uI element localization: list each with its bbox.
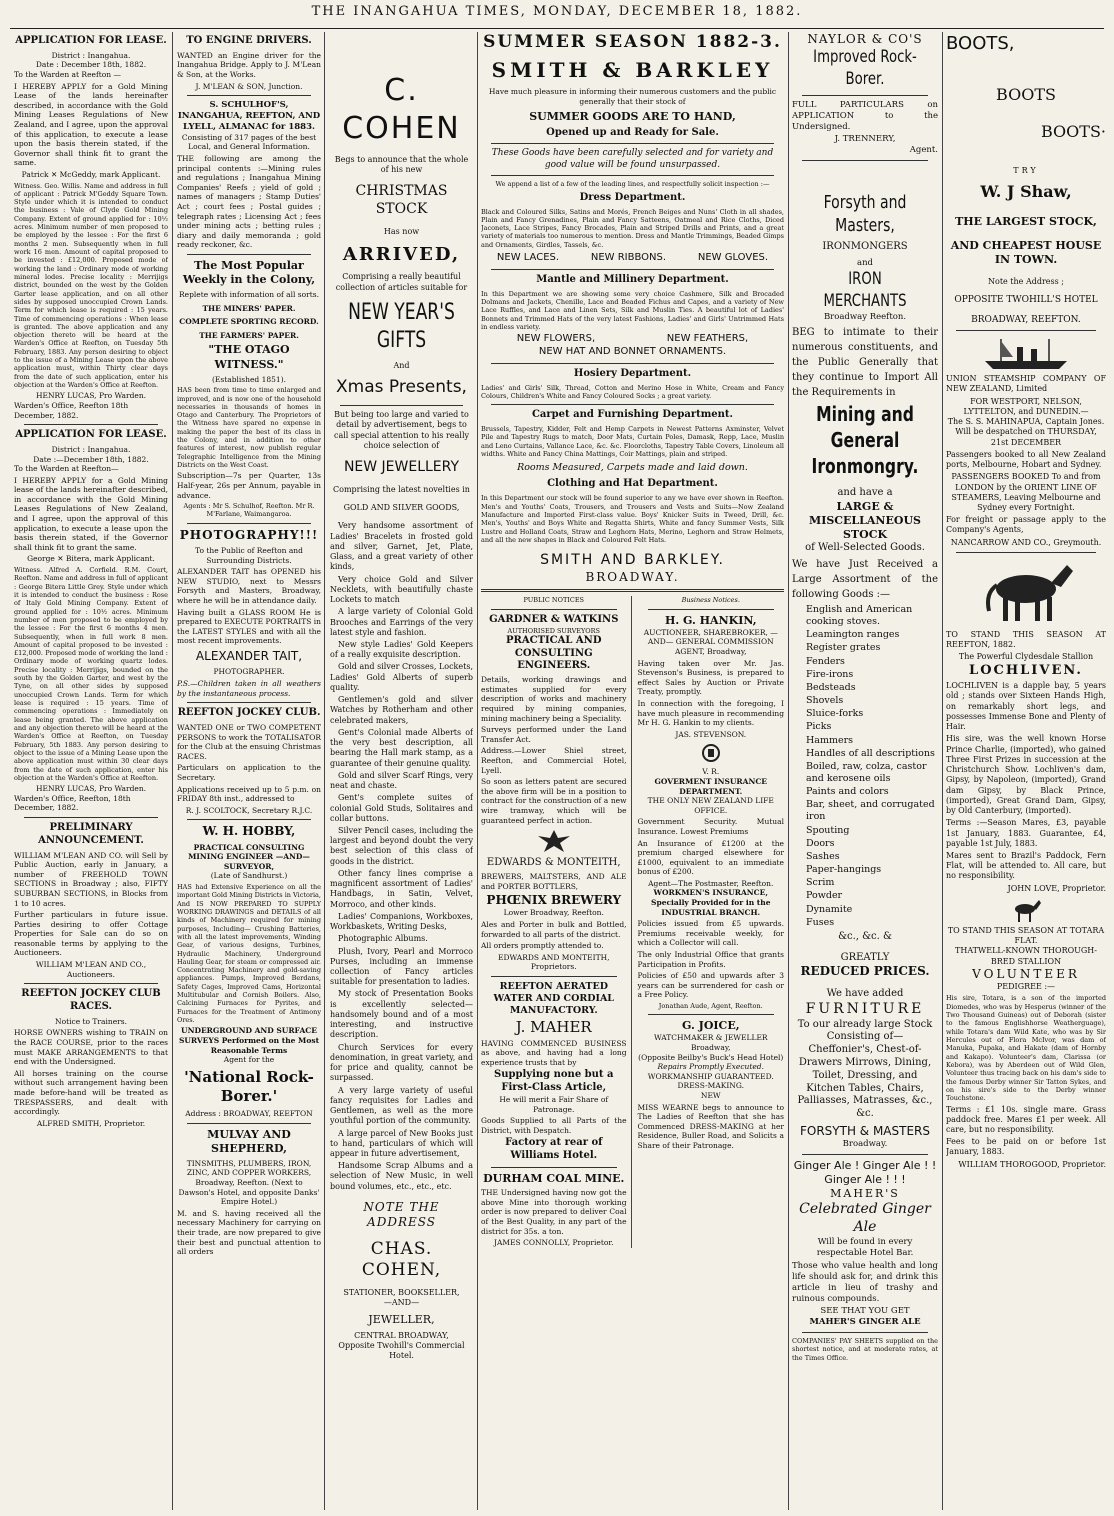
maher-ginger-ale: MAHER'S GINGER ALE [809,1317,921,1328]
ginger-found: Will be found in every respectable Hotel Bar. [816,1237,914,1259]
lease-2-office: Warden's Office, Reefton, 18th December, 1882. [14,793,131,813]
workmen-insurance: WORKMEN'S INSURANCE, Specially Provided for in the INDUSTRIAL BRANCH. [651,888,771,917]
jeweller: JEWELLER, [368,1312,435,1326]
fm-beg: BEG to intimate to their numerous constituents, and the Public Generally that they continue to Import All the Requirements in [792,327,938,399]
volunteer-title: VOLUNTEER [972,966,1080,981]
greatly: GREATLY [840,951,890,963]
furniture-items: Cheffonier's, Chest-of-Drawers Mirrows, Dining, Toilet, Dressing, and Kitchen Tables, Chairs, Palliasses, Matrasses, &c., &c. [797,1044,933,1120]
public-notices: PUBLIC NOTICES [523,596,585,605]
see-that: SEE THAT YOU GET [820,1306,910,1317]
em-signature: EDWARDS AND MONTEITH, Proprietors. [497,952,610,972]
steamship-icon [981,335,1071,371]
goods-item: Doors [806,837,835,849]
hobby-borer: 'National Rock-Borer.' [184,1067,314,1105]
goods-item: Powder [806,890,843,902]
lease-2-warden: HENRY LUCAS, Pro Warden. [35,784,147,794]
gov-body: An Insurance of £1200 at the premium charged elsewhere for £1000, equivalent to an immediate bonus of £200. [637,838,784,877]
gw-name: GARDNER & WATKINS [489,613,619,625]
hobby-late: (Late of Sandhurst.) [210,871,288,881]
cohen-item: Very choice Gold and Silver Necklets, with beautifully chaste Lockets to match [330,574,473,605]
xmas-stock: CHRISTMAS STOCK [355,183,448,218]
gw-address: Address.—Lower Shiel street, Reefton, and Commercial Hotel, Lyell. [481,746,627,775]
lease-1-warden: HENRY LUCAS, Pro Warden. [35,391,147,401]
gw-body: Details, working drawings and estimates supplied for every description of works and machinery required by mining companies, mining machinery being a Speciality. [481,675,627,723]
hankin-more: In connection with the foregoing, I have much pleasure in recommending Mr H. G. Hankin to my clients. [637,698,784,728]
gw-auth: AUTHORISED SURVEYORS [507,626,600,635]
loch-terms: Terms :—Season Mares, £3, payable 1st January, 1883. Guarantee, £4, payable 1st July, 1883. [946,818,1106,848]
column-rule [942,32,943,1510]
iron-merchants: IRON MERCHANTS [823,268,907,311]
sb-intro: Have much pleasure in informing their numerous customers and the public generally that their stock of [488,87,777,106]
jockey-more: All horses training on the course without such arrangement having been made before-hand will be treated as TRESPASSERS, and dealt with accordingly. [14,1068,168,1117]
mining-ironmongry: Mining and General Ironmongry. [811,402,919,478]
workmen-signature: Jonathan Aude, Agent, Reefton. [658,1002,763,1010]
try: TRY [1013,165,1039,175]
rooms-measured: Rooms Measured, Carpets made and laid down. [517,462,748,474]
small-horse-icon [1009,897,1043,923]
fm-and: and [857,258,873,269]
cohen-item: Other fancy lines comprise a magnificent assortment of Ladies' Handbags, in Satin, Velvet, Morroco, and other kinds. [330,868,473,909]
lease-1-date: Date : December 18th, 1882. [35,60,147,70]
goods-list [792,604,938,929]
pay-sheets: COMPANIES' PAY SHEETS supplied on the shortest notice, and at moderate rates, at the Times Office. [792,1337,938,1362]
naylor-title: NAYLOR & CO'S [807,32,923,46]
goods-item: Leamington ranges [806,629,900,641]
goods-item: Spouting [806,824,850,836]
goods-item: Dynamite [806,903,853,915]
workmen-only: The only Industrial Office that grants Participation in Profits. [637,950,784,969]
naylor-agent: Agent. [909,145,938,156]
goods-item: Hammers [806,734,854,746]
gw-contract: So soon as letters patent are secured the above firm will be in a position to contract for the construction of a new wire tramway, which will be guaranteed perfect in action. [481,777,627,825]
column-3 [330,32,473,1510]
central-broadway: CENTRAL BROADWAY, [354,1330,449,1340]
new-gloves: NEW GLOVES. [697,252,769,264]
cohen-item: A very large variety of useful fancy requisites for Ladies and Gentlemen, as well as the more youthful portion of the community. [330,1085,473,1126]
sb-tagline: These Goods have been carefully selected and for variety and good value will be found unsurpassed. [491,148,774,170]
miners-paper: THE MINERS' PAPER. [202,303,296,313]
mulvay-more: M. and S. having received all the necessary Machinery for carrying on their trade, are now prepared to give their best and punctual attention to all orders [177,1208,321,1257]
jockey-notice: Notice to Trainers. [55,1016,127,1026]
gov-agent: Agent—The Postmaster, Reefton. [648,878,774,888]
witness-sub: Subscription—7s per Quarter, 13s Half-year, 26s per Annum, payable in advance. [177,471,321,500]
clothing-body: In this Department our stock will be found superior to any we have ever shown in Reefton. Men's and Youths' Coats, Trousers, and Trousers and Vests and Suits—Now Zealand Manufacture and Imported First-class value. Boys' Knicker Suits in Tweed, Drill, &c. Men's, Youths' and Boys White and Regatta Shirts, White and fancy Summer Vests, Silk Lustre and Holland Coats, Straw and Leghorn Hats, Merino, Leghorn and Straw Helmets, and all the new shapes in Black and Coloured Felt Hats. [481,494,784,544]
hosiery-body: Ladies' and Girls' Silk, Thread, Cotton and Merino Hose in White, Cream and Fancy Colours, Children's White and Fancy Coloured Socks ; a great variety. [481,383,784,400]
hankin-role: AUCTIONEER, SHAREBROKER, —AND— GENERAL COMMISSION AGENT, Broadway, [643,627,778,656]
new-years-gifts: NEW YEAR'S GIFTS [348,299,455,353]
union-freight: For freight or passage apply to the Company's Agents, [946,515,1106,535]
goods-item: Fire-irons [806,668,854,680]
xmas-presents: Xmas Presents, [336,377,467,398]
dressmaking-title: DRESS-MAKING. [677,1081,744,1091]
mantle-dept: Mantle and Millinery Department. [536,273,729,285]
chas-cohen: CHAS. COHEN, [361,1238,442,1281]
almanac-title: S. SCHULHOF'S, INANGAHUA, REEFTON, AND LYELL, ALMANAC for 1883. [177,100,321,132]
column-rule [477,32,478,1510]
cohen-name: C. COHEN [342,73,461,147]
just-received: We have Just Received a Large Assortment of the following Goods :— [792,558,938,600]
goods-item: Fuses [806,916,835,928]
cohen-item: My stock of Presentation Books is excellently selected—handsomely bound and of a most interesting, and instructive description. [330,989,473,1040]
cohen-item: Handsome Scrap Albums and a selection of New Music, in well bound volumes, etc., etc., etc. [330,1161,473,1191]
photo-title: PHOTOGRAPHY!!! [179,527,319,542]
maher-supply: Supplying none but a First-Class Article, [493,1069,614,1094]
column-rule [324,32,325,1510]
maher-name: J. MAHER [515,1017,592,1036]
joice-guarantee: WORKMANSHIP GUARANTEED. [647,1071,774,1081]
drivers-title: TO ENGINE DRIVERS. [186,35,312,46]
horse-icon [971,557,1081,627]
sb-append: We append a list of a few of the leading lines, and respectfully solicit inspection :— [495,180,770,189]
goods-item: Bar, sheet, and corrugated iron [806,799,935,823]
joice-role: WATCHMAKER & JEWELLER Broadway, [653,1033,768,1052]
lease-2-date: Date :—December 18th, 1882. [33,454,149,464]
ginger-ale-header: Ginger Ale ! Ginger Ale ! ! Ginger Ale ! ! ! [793,1159,937,1187]
column-1 [14,32,168,1510]
rjc-title: REEFTON JOCKEY CLUB. [177,707,321,719]
new-label: NEW [700,1090,721,1100]
goods-item: Sluice-forks [806,708,864,720]
shaw-broadway: BROADWAY, REEFTON. [971,314,1081,325]
vr-mark: V. R. [702,767,720,777]
lease-2-body: I HEREBY APPLY for a Gold Mining lease of the lands hereinafter described, in accordance with the Gold Mining Leases Regulations of New Zealand, and I agree, upon the approval of this application, to execute a lease upon the basis therein stated, if the Governor shall think fit to grant the same. [14,475,168,552]
lease-1-title: APPLICATION FOR LEASE. [15,35,167,46]
almanac-body: THE following are among the principal contents :—Mining rules and regulations ; Inangahua Mining Companies' Reefs ; yield of gold ; names of managers ; Stamp Duties' Act ; court fees ; Postal guides ; telegraph rates ; Licensing Act ; fees under mining acts ; betting rules ; diary and daily memoranda ; gold ready reckoner, &c. [177,153,321,250]
hankin-name: H. G. HANKIN, [664,613,757,627]
cohen-item: A large variety of Colonial Gold Brooches and Earrings of the very latest style and fashion. [330,607,473,637]
and-divider: —AND— [383,1298,420,1308]
lease-1-body: I HEREBY APPLY for a Gold Mining Lease of the lands hereinafter described, in accordance with the Gold Mining Leases Regulations of New Zealand, and I agree, upon the approval of this application, to execute a lease upon the basis therein stated, if the Governor shall think fit to grant the same. [14,81,168,168]
union-for: FOR WESTPORT, NELSON, LYTTELTON, and DUNEDIN.— [963,396,1089,416]
hosiery-dept: Hosiery Department. [573,367,692,379]
pedigree: PEDIGREE :— [996,982,1056,992]
totara-stand: TO STAND THIS SEASON AT TOTARA FLAT. [947,925,1105,946]
clothing-dept: Clothing and Hat Department. [547,478,718,490]
stationer: STATIONER, BOOKSELLER, [343,1288,460,1298]
new-ribbons: NEW RIBBONS. [590,252,667,264]
trennery: J. TRENNERY, [834,134,896,145]
hankin-body: Having taken over Mr. Jas. Stevenson's Business, is prepared to effect Sales by Auction or Private Treaty, promptly. [637,658,784,697]
loch-powerful: The Powerful Clydesdale Stallion [958,652,1094,662]
carpet-dept: Carpet and Furnishing Department. [531,409,734,421]
gov-insurance-title: GOVERMENT INSURANCE DEPARTMENT. [654,776,768,796]
lease-1-to: To the Warden at Reefton — [14,69,121,79]
lease-2-details: Witness. Alfred A. Corfield. R.M. Court, Reefton. Name and address in full of applicant : George Bitera Little Grey. Style under which it is intended to conduct the business : Rose of Italy Gold Mining Company. Extent of ground applied for : 10½ acres. Minimum number of men proposed to be employed by the lessee : For the first 6 months 4 men. Subsequently, when in full work 8 men. Amount of capital proposed to be invested : £12,000. Proposed mode of working the land : Ordinary mode of working quartz lodes. Precise locality : Merrijigs, bounded on the south by the Golden Garter, and west by the Tyne, on all other sides by supposed unoccupied Crown Lands. Term for which lease is required : 15 years. Time of commencing operations : Immediately on lease being granted. The above application and any objection thereto will be heard at the Warden's Office at Reefton, on Tuesday February, 5th 1883. Any person desiring to object to the issue of a Mining Lease upon the above application must within 30 clear days from the date of such application, enter his objection at the Warden's Office at Reefton. [14,566,168,782]
union-title: UNION STEAMSHIP COMPANY OF NEW ZEALAND, Limited [946,374,1106,394]
fm-broadway: Broadway Reefton. [823,312,907,323]
photo-to: To the Public of Reefton and Surrounding Districts. [195,546,303,565]
jockey-signature: ALFRED SMITH, Proprietor. [36,1118,146,1128]
cohen-item: Photographic Albums. [338,934,428,944]
maher-factory: Factory at rear of Williams Hotel. [505,1137,603,1162]
and-have: and have a [837,487,893,499]
goods-item: Register grates [806,642,881,654]
workmen-body: Policies issued from £5 upwards. Premiums receivable weekly, for which a Collector will call. [637,919,784,948]
mulvay-body: TINSMITHS, PLUMBERS, IRON, ZINC, AND COPPER WORKERS, Broadway, Reefton. (Next to Dawson's Hotel, and opposite Danks' Empire Hotel.) [178,1158,320,1207]
lease-1-office: Warden's Office, Reefton 18th December, 1882. [14,400,129,420]
cohen-item: Gent's complete suites of colonial Gold Studs, Solitaires and collar buttons. [330,793,473,823]
column-rule [172,32,173,1510]
gw-land: Surveys performed under the Land Transfer Act. [481,725,627,744]
em-body: Ales and Porter in bulk and Bottled, forwarded to all parts of the district. [481,920,627,939]
cohen-item: Plush, Ivory, Pearl and Morroco Purses, including an immense collection of Fancy articles suitable for presentation to ladies. [330,946,473,987]
boots-3: BOOTS· [1040,121,1106,141]
mantle-body: In this Department we are showing some very choice Cashmere, Silk and Brocaded Dolmans and Jackets, Chenille, Lace and Beaded Fichus and Capes, and a variety of New Lace Ruffles, and Lace and Linen Sets, Silk and Muslin Ties. A beautiful lot of Ladies' Bonnets and Trimmed Hats of the very latest Fashions, Ladies' and Girls' Untrimmed Hats in endless variety. [481,289,784,331]
goods-item: Shovels [806,695,844,707]
boots-1: BOOTS, [946,33,1015,54]
gold-silver: GOLD AND SILVER GOODS, [343,503,460,513]
thatwell: THATWELL-KNOWN THOROUGH-BRED STALLION [955,946,1097,966]
goods-item: Fenders [806,655,845,667]
rjc-body: WANTED ONE or TWO COMPETENT PERSONS to work the TOTALISATOR for the Club at the ensuing Christmas RACES. [177,722,321,761]
workmen-policies: Policies of £50 and upwards after 3 years can be surrendered for cash or a Free Policy. [637,971,784,1000]
durham-title: DURHAM COAL MINE. [483,1172,625,1186]
lease-1-district: District : Inangahua. [51,50,131,60]
goods-item: Bedsteads [806,681,856,693]
goods-item: Handles of all descriptions [806,747,935,759]
largest-stock: THE LARGEST STOCK, [955,214,1097,228]
and-text: And [393,361,410,371]
maher-merit: He will merit a Fair Share of Patronage. [499,1095,609,1114]
column-6 [946,32,1106,1510]
lease-2-signature: George ✕ Bitera, mark Applicant. [27,554,155,564]
goods-item: Paints and colors [806,786,889,798]
rock-borer: Improved Rock-Borer. [813,47,917,90]
wearne-body: MISS WEARNE begs to announce to The Ladies of Reefton that she has Commenced DRESS-MAKING at her Residence, Buller Road, and Solicits a Share of their Patronage. [637,1102,784,1150]
union-booked: PASSENGERS BOOKED To and from LONDON by the ORIENT LINE OF STEAMERS, Leaving Melbourne and Sydney every Fortnight. [951,472,1101,512]
column-rule [788,32,789,1510]
durham-signature: JAMES CONNOLLY, Proprietor. [493,1238,614,1248]
photo-body: ALEXANDER TAIT has OPENED his NEW STUDIO, next to Messrs Forsyth and Masters, Broadway, where he will be in attendance daily. [177,567,321,606]
phoenix-brewery: PHŒNIX BREWERY [486,893,622,908]
cohen-intro: Begs to announce that the whole of his new [334,154,469,175]
loch-body: LOCHLIVEN is a dapple bay, 5 years old ; stands over Sixteen Hands High, on remarkably short legs, and possesses Immense Bone and Plenty of Hair. [946,681,1106,732]
fm-footer: FORSYTH & MASTERS [799,1123,931,1138]
loch-sire: His sire, was the well known Horse Prince Charlie, (imported), who gained Three First Prizes in succession at the Christchurch Show. Lochliven's dam, Gipsy, by Napoleon, (imported), Grand dam Gipsy, by Black Prince, (imported), Great Grand Dam, Gipsy, by Old Canterbury, (imported). [946,734,1106,816]
rjc-signature: R. J. SCOLTOCK, Secretary R.J.C. [185,805,313,815]
to-our-stock: To our already large Stock Consisting of— [797,1018,933,1043]
gov-security: Government Security. Mutual Insurance. Lowest Premiums [637,817,784,836]
opposite-hotel: Opposite Twohill's Commercial Hotel. [338,1340,465,1361]
prelim-body: WILLIAM M'LEAN AND CO. will Sell by Public Auction, early in January, a number of FREEHOLD TOWN SECTIONS in Broadway ; also, FIFTY SUBURBAN SECTIONS, in Blocks from 1 to 10 acres. [14,850,168,908]
hobby-address: Address : BROADWAY, REEFTON [185,1109,313,1119]
cohen-item: Gold and silver Scarf Rings, very neat and chaste. [330,770,473,791]
rjc-apps: Applications received up to 5 p.m. on FRIDAY 8th inst., addressed to [177,784,321,804]
ginger-those: Those who value health and long life should ask for, and drink this article in lieu of trashy and ruinous compounds. [792,1260,938,1304]
celebrated-ginger-ale: Celebrated Ginger Ale [799,1201,931,1236]
well-selected: of Well-Selected Goods. [805,542,925,554]
prelim-signature: WILLIAM M'LEAN AND CO., Auctioneers. [35,960,147,979]
em-address: Lower Broadway, Reefton. [503,908,604,918]
royal-arms-icon [698,742,724,764]
etc-text: &c., &c. & [838,930,892,942]
shaw-opposite: OPPOSITE TWOHILL'S HOTEL [954,295,1098,306]
jockey-races-title: REEFTON JOCKEY CLUB RACES. [21,988,161,1013]
em-role: BREWERS, MALTSTERS, AND ALE and PORTER BOTTLERS, [481,871,627,891]
em-orders: All orders promptly attended to. [481,941,604,951]
cohen-item: Gentlemen's gold and silver Watches by Rotherham and other celebrated makers, [330,695,473,725]
prelim-more: Further particulars in future issue. Parties desiring to offer Cottage Properties for Sale can do so on reasonable terms by applying to the Auctioneers. [14,910,168,958]
new-jewellery: NEW JEWELLERY [343,459,460,476]
naylor-full: FULL PARTICULARS on APPLICATION to the Undersigned. [792,99,938,132]
witness-agents: Agents : Mr S. Schulhof, Reefton. Mr R. M'Farlane, Waimangaroa. [183,502,315,519]
hobby-agent: Agent for the [223,1055,275,1065]
witness-est: (Established 1851). [211,374,287,384]
new-laces: NEW LACES. [496,252,560,264]
not-large: But being too large and varied to detail by advertisement, begs to call special attention to his really choice selection of [333,410,470,450]
joice-address: (Opposite Beilby's Buck's Head Hotel) [638,1052,784,1062]
loch-mares: Mares sent to Brazil's Paddock, Fern Flat, will be attended to. All care, but no responsibility. [946,851,1106,881]
shaw-note: Note the Address ; [988,276,1064,286]
cohen-item: Gold and silver Crosses, Lockets, Ladies' Gold Alberts of superb quality. [330,662,473,692]
union-nancarrow: NANCARROW AND CO., Greymouth. [950,537,1102,547]
rjc-more: Particulars on application to the Secretary. [177,763,321,782]
lease-1-details: Witness. Geo. Willis. Name and address in full of applicant : Patrick M'Geddy Square Town. Style under which it is intended to conduct the business : Vale of Clyde Gold Mining Company. Extent of ground applied for : 10½ acres. Minimum number of men proposed to be employed by the lessee : For the first 6 months 2 men. Subsequently when in full work 16 men. Amount of capital proposed to be invested : £12,000. Proposed mode of working the land : Ordinary mode of working mineral lodes. Precise locality : Merrijigs district, bounded on the west by the Golden Garter lease application, and on all other sides by supposed unoccupied Crown Lands. Term for which lease is required : 15 years. Time of commencing operations : When lease is granted. The above application and any objection thereto will be heard at the Warden's Office at Reefton, on Tuesday 5th February, 1883. Any person desiring to object to the issue of a Mining Lease upon the above application must, within Thirty clear days from the date of such application, enter his objection at the Warden's Office at Reefton. [14,181,168,390]
fm-broadway-2: Broadway. [842,1139,888,1150]
goods-item: English and American cooking stoves. [806,603,913,628]
volunteer-terms: Terms : £1 10s. single mare. Grass paddock free. Mares £1 per week. All care, but no responsibility. [946,1104,1106,1134]
note-address: NOTE THE ADDRESS [363,1199,440,1230]
joice-repairs: Repairs Promptly Executed. [657,1062,764,1072]
aerated-title: REEFTON AERATED WATER AND CORDIAL MANUFACTORY. [493,981,614,1017]
volunteer-due: Fees to be paid on or before 1st January, 1883. [946,1137,1106,1157]
arrived: ARRIVED, [342,244,461,266]
boots-2: BOOTS [996,85,1056,105]
column-2 [177,32,321,1510]
lease-2-title: APPLICATION FOR LEASE. [15,429,167,441]
comprising: Comprising a really beautiful collection of articles suitable for [335,272,468,292]
witness-body: HAS been from time to time enlarged and improved, and is now one of the household necessaries in thousands of homes in Otago and Canterbury. The Proprietors of the Witness have spared no expense in making the paper the best of its class in the Colony, and in addition to other features of interest, now publish regular Telegraphic Intelligence from the Mining Districts on the West Coast. [177,386,321,470]
business-notices: Business Notices. [681,596,740,605]
lease-2-to: To the Warden at Reefton— [14,464,119,474]
summer-goods: SUMMER GOODS ARE TO HAND, [529,109,736,123]
has-now: Has now [383,227,420,237]
shaw-name: W. J Shaw, [980,182,1072,202]
lease-1-signature: Patrick ✕ McGeddy, mark Applicant. [21,169,161,179]
column-4 [481,32,784,1510]
hankin-signature: JAS. STEVENSON. [675,729,747,739]
loch-stand: TO STAND THIS SEASON AT REEFTON, 1882. [946,629,1106,650]
reduced-prices: REDUCED PRICES. [800,964,930,979]
cohen-item: New style Ladies' Gold Keepers of a really exquisite description. [330,639,473,660]
durham-body: THE Undersigned having now got the above Mine into thorough working order is now prepared to deliver Coal of the Best Quality, in any part of the district for 35s. a ton. [481,1188,627,1236]
new-flowers: NEW FLOWERS, [516,333,596,345]
weekly-title: The Most Popular Weekly in the Colony, [182,258,316,286]
photo-glass: Having built a GLASS ROOM He is prepared to EXECUTE PORTRAITS in the LATEST STYLES and with all the most recent improvements. [177,607,321,646]
hobby-name: W. H. HOBBY, [202,824,296,839]
furniture: FURNITURE [805,1000,925,1017]
column-5 [792,32,938,1510]
smith-barkley: SMITH & BARKLEY [491,57,774,82]
cohen-item: A large parcel of New Books just to hand, particulars of which will appear in future advertisement, [330,1128,473,1158]
goods-item: Picks [806,721,832,733]
hobby-body: HAS had Extensive Experience on all the important Gold Mining Districts in Victoria, And IS NOW PREPARED TO SUPPLY WORKING DRAWINGS and DETAILS of all kinds of Machinery required for mining purposes, Including— Crushing Batteries, with all the latest improvements, Winding Gear, of various designs, Turbines, Hydraulic Machinery, Underground Hauling Gear, for steam or compressed air. Concentrating Machinery and gold-saving appliances. Pumps, Improved Berdans, Safety Cages, Improved Cams, Horizontal Multitubular and Cornish Boilers. Also, Calcining Furnaces for Pyrites, and Furnaces for the Treatment of Antimony Ores. [177,883,321,1025]
we-have-added: We have added [826,987,904,999]
eagle-crest-icon [536,828,572,854]
cohen-item: Ladies' Companions, Workboxes, Workbaskets, Writing Desks, [330,911,473,932]
volunteer-body: His sire, Totara, is a son of the imported Diomedes, who was by Hesperus (winner of the Two Thousand Guineas) out of Deborah (sister to the famous Englishhorse Weatherguage), while Totara's dam Wild Kate, who was by Sir Hercules out of Flora McIvor, was dam of Manuka, Pupaka, and Hakate (dam of Hornby and Kakapo). Volunteer's dam, Clarissa (or Kebora), was by Aberdeen out of Wild Glen, Volunteer thus tracing back on his dam's side to the famous Derby winner Sir Tatton Sykes, and on his sire's side to the Derby winner Touchstone. [946,994,1106,1103]
em-name: EDWARDS & MONTEITH, [486,857,621,869]
goods-item: Boiled, raw, colza, castor and kerosene oils [806,760,927,784]
hobby-role: PRACTICAL CONSULTING MINING ENGINEER —AND— SURVEYOR, [188,842,310,871]
summer-season: SUMMER SEASON 1882-3. [483,32,782,52]
sb-broadway: BROADWAY. [585,570,680,585]
new-feathers: NEW FEATHERS, [666,333,749,345]
large-stock: LARGE & MISCELLANEOUS STOCK [809,499,921,542]
witness-title: "THE OTAGO WITNESS." [208,343,290,371]
fm-title: Forsyth and Masters, [823,192,907,237]
cohen-item: Very handsome assortment of Ladies' Bracelets in frosted gold and silver, Garnet, Jet, Plate, Glass, and a great variety of other kinds, [330,521,473,572]
ironmongers: IRONMONGERS [822,241,908,253]
volunteer-signature: WILLIAM THOROGOOD, Proprietor. [958,1159,1106,1169]
tait-role: PHOTOGRAPHER. [213,667,285,677]
cohen-item: Silver Pencil cases, including the largest and beyond doubt the very best selection of this class of goods in the district. [330,825,473,866]
cheapest-house: AND CHEAPEST HOUSE IN TOWN. [950,238,1102,266]
comprising-latest: Comprising the latest novelties in [333,484,470,494]
col4-right [638,596,784,1247]
maher-goods: Goods Supplied to all Parts of the District, with Despatch. [481,1116,627,1135]
goods-item: Sashes [806,850,840,862]
cohen-item: Church Services for every denomination, in great variety, and for price and quality, cannot be surpassed. [330,1042,473,1083]
drivers-body: WANTED an Engine driver for the Inangahua Bridge. Apply to J. M'Lean & Son, at the Works. [177,50,321,79]
smith-barkley-footer: SMITH AND BARKLEY. [540,552,725,569]
jockey-body: HORSE OWNERS wishing to TRAIN on the RACE COURSE, prior to the races must MAKE ARRANGEMENTS to that end with the Undersigned. [14,1028,168,1067]
carpet-body: Brussels, Tapestry, Kidder, Felt and Hemp Carpets in Newest Patterns Axminster, Velvet Pile and Tapestry Rugs to match, Door Mats, Curtain Poles, Damask, Repp, Lace, Muslin and Leno Curtains, Vallance Lace, &c. &c. Floorcloths, Tapestry Table Covers, Linoleum all widths. White and Fancy China Mattings, Coir Mattings, plain and striped. [481,425,784,459]
drivers-signature: J. M'LEAN & SON, Junction. [195,81,303,91]
union-passengers: Passengers booked to all New Zealand ports, Melbourne, Hobart and Sydney. [946,449,1106,470]
sb-opened: Opened up and Ready for Sale. [546,126,719,138]
masthead: THE INANGAHUA TIMES, MONDAY, DECEMBER 18, 1882. [311,4,803,19]
sporting-record: COMPLETE SPORTING RECORD. [179,317,319,327]
prelim-title: PRELIMINARY ANNOUNCEMENT. [38,821,144,846]
tait-name: ALEXANDER TAIT, [195,649,303,664]
tait-ps: P.S.—Children taken in all weathers by the instantaneous process. [177,678,321,698]
cohen-item: Gent's Colonial made Alberts of the very best description, all bearing the Hall mark stamp, as a guarantee of their genuine quality. [330,727,473,768]
masthead-rule [10,28,1104,29]
goods-item: Scrim [806,877,835,889]
dress-dept: Dress Department. [579,191,686,203]
lochliven-title: LOCHLIVEN. [969,662,1083,678]
dress-body: Black and Coloured Silks, Satins and Morés, French Beiges and Nuns' Cloth in all shades, Plain and Fancy Grenadines, Plain and Fancy Satteens, Oatmeal and Rice Cloths, Diced Jaconets, Lace Stripes, Fancy Brocades, Plain and Striped Drills and Prints, and a great variety of materials too numerous to mention. Dress and Mantle Trimmings, Beaded Gimps and Ornaments, Girdles, Tassels, &c. [481,207,784,249]
goods-item: Paper-hangings [806,864,882,876]
maher-body: HAVING COMMENCED BUSINESS as above, and having had a long experience trusts that by [481,1038,627,1067]
hobby-survey: UNDERGROUND AND SURFACE SURVEYS Performed on the Most Reasonable Terms [178,1026,320,1055]
union-ship: The S. S. MAHINAPUA, Captain Jones. [947,417,1105,427]
loch-signature: JOHN LOVE, Proprietor. [1007,883,1106,893]
hat-ornaments: NEW HAT AND BONNET ORNAMENTS. [538,346,727,358]
weekly-sub: Replete with information of all sorts. [179,290,319,300]
mahers: MAHER'S [830,1187,900,1201]
joice-name: G. JOICE, [681,1019,740,1033]
union-despatched: Will be despatched on THURSDAY, 21st DECEMBER [955,427,1097,447]
lease-2-district: District : Inangahua. [51,444,131,454]
col4-left [481,596,632,1247]
almanac-sub: Consisting of 317 pages of the best Local, and General Information. [181,132,317,152]
mulvay-name: MULVAY AND SHEPHERD, [207,1127,291,1155]
gov-only: THE ONLY NEW ZEALAND LIFE OFFICE. [647,796,774,815]
farmers-paper: THE FARMERS' PAPER. [199,330,299,340]
gw-role: PRACTICAL AND CONSULTING ENGINEERS. [506,634,602,672]
